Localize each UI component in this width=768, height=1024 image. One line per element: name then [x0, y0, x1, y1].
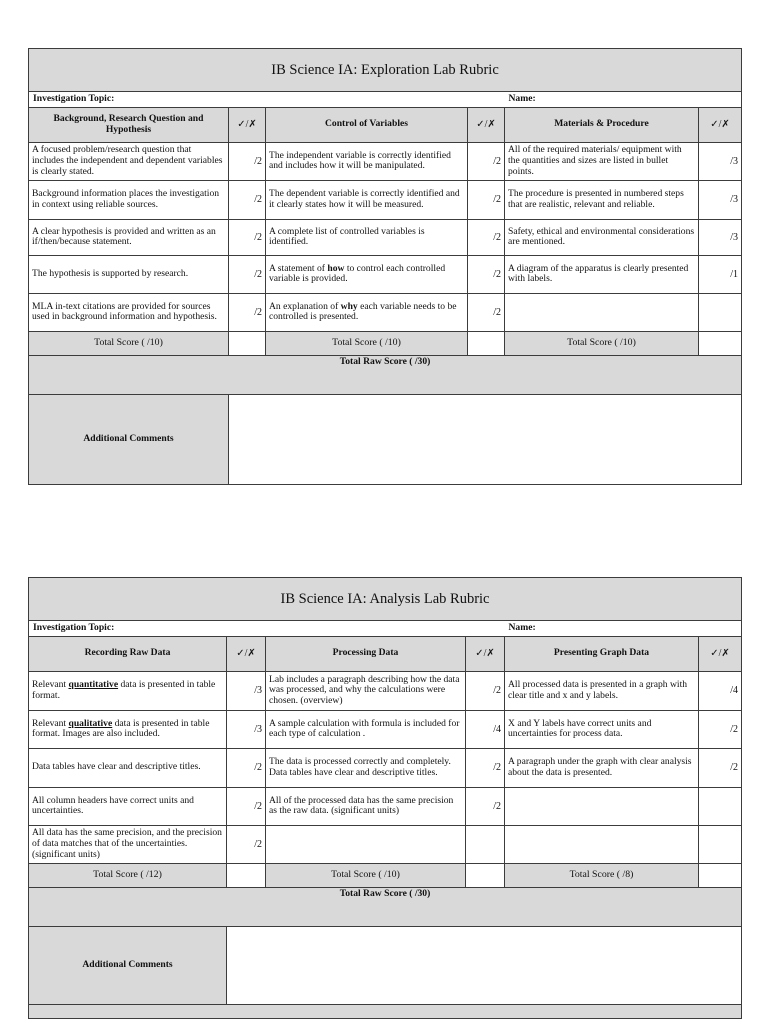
criterion-text: MLA in-text citations are provided for sources used in background information and hypothesis.	[29, 293, 229, 331]
criterion-text: A focused problem/research question that includes the independent and dependent variables is clearly stated.	[29, 142, 229, 180]
column-header-background: Background, Research Question and Hypothesis	[29, 107, 229, 142]
empty-cell	[505, 787, 699, 825]
total-score: Total Score ( /8)	[505, 863, 699, 887]
criterion-text: All column headers have correct units and uncertainties.	[29, 787, 227, 825]
criterion-score: /2	[468, 142, 505, 180]
criteria-row	[29, 710, 742, 748]
total-score-input[interactable]	[466, 863, 505, 887]
criterion-text: A sample calculation with formula is included for each type of calculation .	[266, 710, 466, 748]
criterion-text: All of the processed data has the same precision as the raw data. (significant units)	[266, 787, 466, 825]
criterion-score: /2	[466, 671, 505, 710]
additional-comments-box[interactable]	[227, 926, 742, 1004]
criterion-score: /2	[468, 219, 505, 255]
criterion-text: Safety, ethical and environmental considerations are mentioned.	[505, 219, 699, 255]
criterion-score: /2	[466, 787, 505, 825]
criterion-score: /2	[468, 293, 505, 331]
criterion-score: /2	[468, 180, 505, 219]
criteria-row	[29, 180, 742, 219]
criteria-row	[29, 825, 742, 863]
criterion-score: /2	[227, 787, 266, 825]
empty-cell	[505, 825, 699, 863]
criterion-score: /2	[468, 255, 505, 293]
investigation-topic-label: Investigation Topic:	[29, 92, 505, 108]
criterion-score: /1	[699, 255, 742, 293]
column-header-graph: Presenting Graph Data	[505, 636, 699, 671]
additional-comments-label: Additional Comments	[29, 394, 229, 484]
empty-cell	[466, 825, 505, 863]
criteria-row	[29, 671, 742, 710]
criterion-text: The dependent variable is correctly identified and it clearly states how it will be measured.	[266, 180, 468, 219]
additional-comments-box[interactable]	[229, 394, 742, 484]
criterion-text: X and Y labels have correct units and uncertainties for process data.	[505, 710, 699, 748]
name-label: Name:	[505, 92, 742, 108]
total-score: Total Score ( /10)	[505, 331, 699, 355]
criteria-row	[29, 293, 742, 331]
criterion-score: /4	[699, 671, 742, 710]
criterion-text: A complete list of controlled variables is identified.	[266, 219, 468, 255]
total-score-input[interactable]	[699, 331, 742, 355]
criterion-score: /2	[227, 825, 266, 863]
criterion-text: A paragraph under the graph with clear analysis about the data is presented.	[505, 748, 699, 787]
total-score-input[interactable]	[699, 863, 742, 887]
criterion-score: /3	[227, 710, 266, 748]
criterion-text: All of the required materials/ equipment with the quantities and sizes are listed in bullet points.	[505, 142, 699, 180]
criterion-text: All data has the same precision, and the precision of data matches that of the uncertainties. (significant units)	[29, 825, 227, 863]
criterion-text: Relevant qualitative data is presented in table format. Images are also included.	[29, 710, 227, 748]
criterion-score: /2	[699, 748, 742, 787]
empty-cell	[505, 293, 699, 331]
criterion-score: /2	[227, 748, 266, 787]
check-column-header: ✓/✗	[227, 636, 266, 671]
criterion-text: The data is processed correctly and completely. Data tables have clear and descriptive titles.	[266, 748, 466, 787]
empty-cell	[699, 293, 742, 331]
exploration-rubric-table	[28, 48, 742, 485]
criterion-score: /2	[229, 142, 266, 180]
criterion-text: Background information places the investigation in context using reliable sources.	[29, 180, 229, 219]
criteria-row	[29, 142, 742, 180]
check-column-header: ✓/✗	[229, 107, 266, 142]
criteria-row	[29, 219, 742, 255]
empty-cell	[699, 825, 742, 863]
criterion-score: /4	[466, 710, 505, 748]
emphasis-quantitative: quantitative	[68, 679, 119, 690]
check-column-header: ✓/✗	[466, 636, 505, 671]
total-score: Total Score ( /10)	[266, 331, 468, 355]
empty-cell	[266, 825, 466, 863]
table-footer-band	[29, 1004, 742, 1018]
criterion-text: A statement of how to control each controlled variable is provided.	[266, 255, 468, 293]
criteria-row	[29, 255, 742, 293]
emphasis-qualitative: qualitative	[68, 717, 113, 729]
criterion-text: Data tables have clear and descriptive titles.	[29, 748, 227, 787]
criteria-row	[29, 787, 742, 825]
criterion-score: /3	[699, 142, 742, 180]
total-raw-score: Total Raw Score ( /30)	[29, 355, 742, 394]
emphasis-why: why	[340, 300, 358, 312]
criterion-text: Relevant quantitative data is presented in table format.	[29, 671, 227, 710]
column-header-raw-data: Recording Raw Data	[29, 636, 227, 671]
rubric-title: IB Science IA: Exploration Lab Rubric	[29, 49, 742, 92]
criterion-text: The procedure is presented in numbered steps that are realistic, relevant and reliable.	[505, 180, 699, 219]
criterion-score: /3	[227, 671, 266, 710]
emphasis-how: how	[327, 262, 345, 274]
criterion-score: /2	[229, 180, 266, 219]
name-label: Name:	[505, 621, 742, 637]
criterion-text: All processed data is presented in a graph with clear title and x and y labels.	[505, 671, 699, 710]
criterion-text: An explanation of why each variable needs to be controlled is presented.	[266, 293, 468, 331]
total-score-input[interactable]	[468, 331, 505, 355]
criterion-score: /2	[229, 219, 266, 255]
column-header-materials: Materials & Procedure	[505, 107, 699, 142]
analysis-rubric-table	[28, 577, 742, 1019]
total-score: Total Score ( /12)	[29, 863, 227, 887]
total-score-input[interactable]	[227, 863, 266, 887]
column-header-variables: Control of Variables	[266, 107, 468, 142]
criterion-score: /2	[229, 255, 266, 293]
criteria-row	[29, 748, 742, 787]
check-column-header: ✓/✗	[468, 107, 505, 142]
rubric-title: IB Science IA: Analysis Lab Rubric	[29, 578, 742, 621]
criterion-score: /2	[699, 710, 742, 748]
criterion-score: /2	[466, 748, 505, 787]
criterion-text: The independent variable is correctly identified and includes how it will be manipulated.	[266, 142, 468, 180]
criterion-score: /3	[699, 219, 742, 255]
check-column-header: ✓/✗	[699, 636, 742, 671]
criterion-score: /3	[699, 180, 742, 219]
total-score: Total Score ( /10)	[29, 331, 229, 355]
column-header-processing: Processing Data	[266, 636, 466, 671]
criterion-text: A diagram of the apparatus is clearly presented with labels.	[505, 255, 699, 293]
check-column-header: ✓/✗	[699, 107, 742, 142]
additional-comments-label: Additional Comments	[29, 926, 227, 1004]
criterion-text: The hypothesis is supported by research.	[29, 255, 229, 293]
empty-cell	[699, 787, 742, 825]
total-score-input[interactable]	[229, 331, 266, 355]
criterion-text: A clear hypothesis is provided and written as an if/then/because statement.	[29, 219, 229, 255]
criterion-text: Lab includes a paragraph describing how the data was processed, and why the calculations were chosen. (overview)	[266, 671, 466, 710]
investigation-topic-label: Investigation Topic:	[29, 621, 505, 637]
total-raw-score: Total Raw Score ( /30)	[29, 887, 742, 926]
criterion-score: /2	[229, 293, 266, 331]
total-score: Total Score ( /10)	[266, 863, 466, 887]
